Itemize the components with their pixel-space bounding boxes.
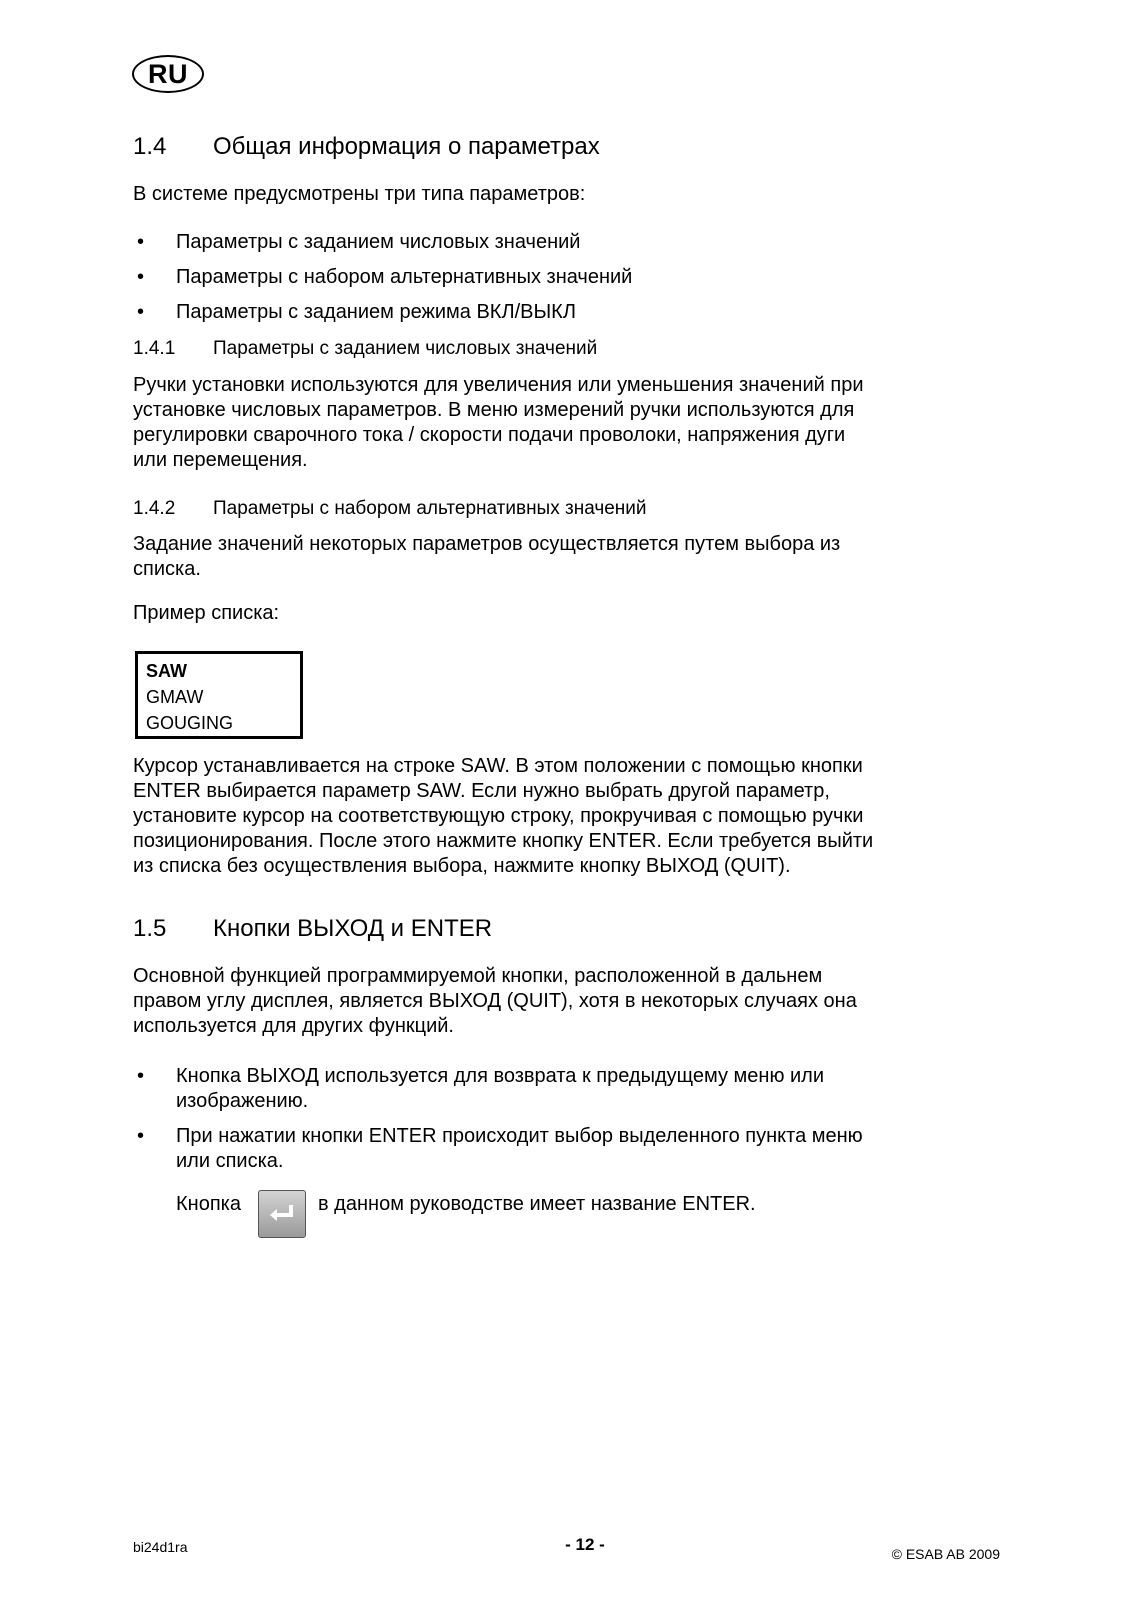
section-heading-1-5 — [133, 915, 492, 943]
subsection-title: Параметры с заданием числовых значений — [213, 338, 598, 359]
bullet-icon: • — [137, 1065, 145, 1087]
section-title: Кнопки ВЫХОД и ENTER — [213, 915, 493, 942]
paragraph-line: или перемещения. — [133, 449, 308, 471]
paragraph-line: установите курсор на соответствующую строку, прокручивая с помощью ручки — [133, 805, 864, 827]
bullet-icon: • — [137, 1125, 145, 1147]
subsection-number: 1.4.1 — [133, 338, 176, 359]
copyright: © ESAB AB 2009 — [891, 1546, 1000, 1562]
paragraph-line: Курсор устанавливается на строке SAW. В этом положении с помощью кнопки — [133, 755, 863, 777]
subsection-title: Параметры с набором альтернативных значений — [213, 498, 647, 519]
paragraph — [133, 754, 873, 879]
bullet-icon: • — [137, 301, 145, 323]
paragraph-line: ENTER выбирается параметр SAW. Если нужно выбрать другой параметр, — [133, 780, 830, 802]
page-number: - 12 - — [565, 1535, 605, 1554]
list-item-line: или списка. — [176, 1150, 284, 1172]
doc-code: bi24d1ra — [133, 1539, 188, 1555]
example-label: Пример списка: — [133, 602, 280, 624]
list-option: GOUGING — [146, 713, 234, 733]
paragraph-line: Задание значений некоторых параметров осуществляется путем выбора из — [133, 533, 841, 555]
paragraph-line: из списка без осуществления выбора, нажмите кнопку ВЫХОД (QUIT). — [133, 855, 791, 877]
list-item: Параметры с заданием режима ВКЛ/ВЫКЛ — [176, 301, 576, 323]
list-item: Параметры с заданием числовых значений — [176, 231, 581, 253]
example-list-box — [135, 651, 303, 739]
section-heading-1-4 — [133, 133, 600, 161]
list-item-line: При нажатии кнопки ENTER происходит выбор выделенного пункта меню — [176, 1125, 863, 1147]
list-option: GMAW — [146, 687, 204, 707]
subsection-heading-1-4-2 — [133, 497, 647, 521]
paragraph-line: списка. — [133, 558, 201, 580]
intro-paragraph: В системе предусмотрены три типа параметров: — [133, 183, 586, 205]
paragraph-line: регулировки сварочного тока / скорости подачи проволоки, напряжения дуги — [133, 424, 846, 446]
button-note-before: Кнопка — [176, 1193, 241, 1215]
paragraph — [133, 373, 864, 473]
language-badge: RU — [132, 55, 204, 93]
list-item: Параметры с набором альтернативных значений — [176, 266, 633, 288]
bullet-icon: • — [137, 231, 145, 253]
paragraph-line: используется для других функций. — [133, 1015, 454, 1037]
paragraph — [133, 532, 840, 582]
paragraph-line: правом углу дисплея, является ВЫХОД (QUIT), хотя в некоторых случаях она — [133, 990, 857, 1012]
list-item-line: Кнопка ВЫХОД используется для возврата к предыдущему меню или — [176, 1065, 825, 1087]
section-title: Общая информация о параметрах — [213, 133, 600, 160]
list-option-selected: SAW — [146, 661, 188, 681]
list-item-line: изображению. — [176, 1090, 309, 1112]
paragraph-line: Ручки установки используются для увеличения или уменьшения значений при — [133, 374, 864, 396]
paragraph-line: Основной функцией программируемой кнопки, расположенной в дальнем — [133, 965, 823, 987]
paragraph-line: позиционирования. После этого нажмите кнопку ENTER. Если требуется выйти — [133, 830, 874, 852]
paragraph — [133, 964, 857, 1039]
enter-button[interactable] — [258, 1190, 306, 1238]
list-item — [176, 1064, 824, 1114]
enter-return-icon — [267, 1203, 297, 1225]
subsection-heading-1-4-1 — [133, 337, 597, 361]
section-number: 1.5 — [133, 915, 167, 942]
list-item — [176, 1124, 863, 1174]
subsection-number: 1.4.2 — [133, 498, 176, 519]
section-number: 1.4 — [133, 133, 167, 160]
bullet-icon: • — [137, 266, 145, 288]
button-note-after: в данном руководстве имеет название ENTER. — [318, 1193, 756, 1215]
paragraph-line: установке числовых параметров. В меню измерений ручки используются для — [133, 399, 855, 421]
